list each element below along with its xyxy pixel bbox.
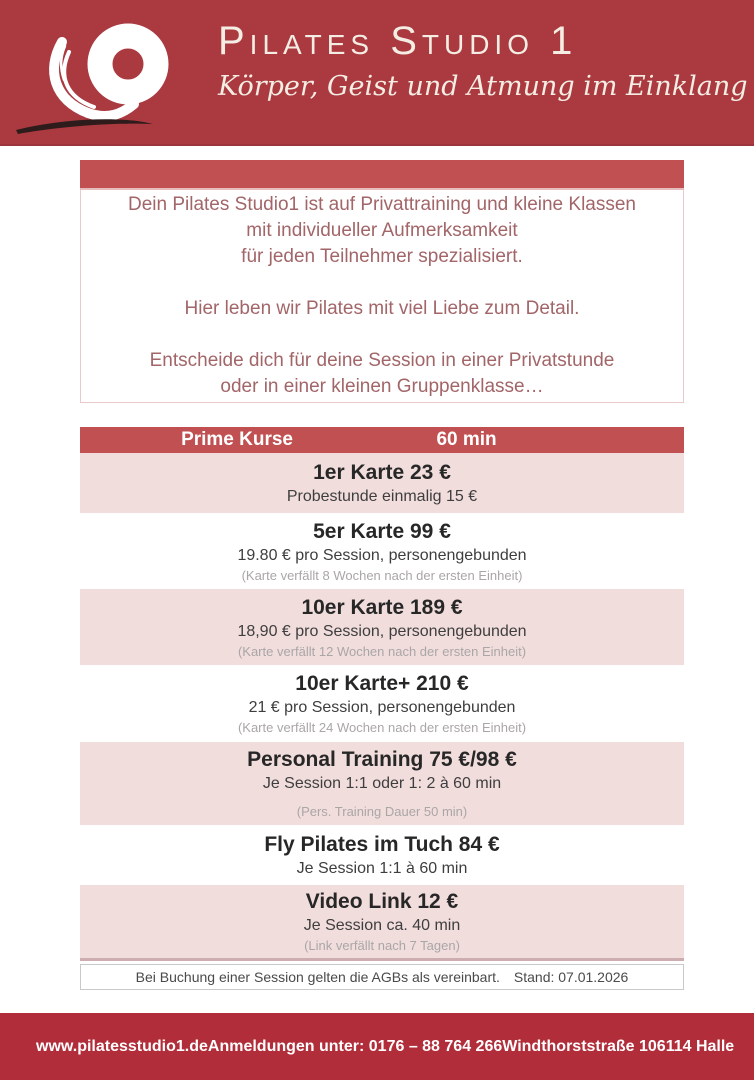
intro-paragraph bbox=[185, 296, 580, 322]
price-title: Video Link 12 € bbox=[305, 890, 459, 913]
brand-block bbox=[218, 12, 748, 104]
price-subtext: 19.80 € pro Session, personengebunden bbox=[237, 546, 527, 564]
price-row-video-link bbox=[80, 885, 684, 958]
intro-paragraph bbox=[128, 192, 636, 270]
intro-paragraph bbox=[150, 348, 615, 400]
agb-note-row bbox=[80, 964, 684, 990]
price-row-10er-karte bbox=[80, 589, 684, 665]
price-title: Personal Training 75 €/98 € bbox=[247, 748, 517, 771]
header-banner bbox=[0, 0, 754, 146]
intro-line: für jeden Teilnehmer spezialisiert. bbox=[241, 246, 523, 267]
price-row-fly-pilates bbox=[80, 825, 684, 885]
price-title: 10er Karte+ 210 € bbox=[295, 672, 469, 695]
price-subtext: Je Session 1:1 oder 1: 2 à 60 min bbox=[262, 775, 502, 792]
price-note: (Link verfällt nach 7 Tagen) bbox=[304, 938, 460, 953]
intro-line: mit individueller Aufmerksamkeit bbox=[246, 220, 518, 241]
price-title: Fly Pilates im Tuch 84 € bbox=[264, 832, 500, 856]
intro-line: Entscheide dich für deine Session in einer Privatstunde bbox=[149, 350, 615, 371]
price-title: 5er Karte 99 € bbox=[313, 519, 451, 543]
price-note: (Karte verfällt 8 Wochen nach der ersten Einheit) bbox=[241, 567, 523, 583]
intro-card-top-bar bbox=[80, 160, 684, 190]
agb-note-text: Bei Buchung einer Session gelten die AGBs als vereinbart. bbox=[135, 969, 500, 985]
studio-tagline: Körper, Geist und Atmung im Einklang bbox=[218, 71, 748, 102]
price-note: (Karte verfällt 12 Wochen nach der ersten Einheit) bbox=[237, 643, 527, 659]
price-title: 1er Karte 23 € bbox=[313, 460, 451, 484]
website-url: www.pilatesstudio1.de bbox=[36, 1037, 208, 1055]
intro-line: oder in einer kleinen Gruppenklasse… bbox=[220, 376, 544, 397]
intro-line: Dein Pilates Studio1 ist auf Privattraining und kleine Klassen bbox=[127, 194, 636, 215]
price-row-5er-karte bbox=[80, 513, 684, 589]
price-title: 10er Karte 189 € bbox=[301, 595, 463, 619]
contact-footer-bar bbox=[0, 1013, 754, 1080]
intro-text-block bbox=[80, 190, 684, 403]
price-row-10er-karte-plus bbox=[80, 665, 684, 742]
course-column-label: Prime Kurse bbox=[181, 429, 294, 450]
street-address: Windthorststraße 1 bbox=[502, 1037, 648, 1055]
studio-title: Pilates Studio 1 bbox=[218, 19, 578, 63]
city-address: 06114 Halle bbox=[647, 1037, 735, 1055]
agb-stand-date: Stand: 07.01.2026 bbox=[513, 969, 629, 985]
price-subtext: Je Session 1:1 à 60 min bbox=[296, 859, 468, 877]
price-subtext: 21 € pro Session, personengebunden bbox=[248, 699, 516, 716]
price-table bbox=[80, 427, 684, 961]
price-row-personal-training bbox=[80, 742, 684, 825]
price-subtext: 18,90 € pro Session, personengebunden bbox=[237, 622, 527, 640]
phone-contact: Anmeldungen unter: 0176 – 88 764 266 bbox=[207, 1037, 503, 1055]
price-subtext: Je Session ca. 40 min bbox=[303, 917, 461, 934]
intro-line: Hier leben wir Pilates mit viel Liebe zum Detail. bbox=[184, 298, 580, 319]
price-subtext: Probestunde einmalig 15 € bbox=[286, 487, 478, 505]
price-note: (Pers. Training Dauer 50 min) bbox=[296, 804, 468, 819]
brush-swoosh bbox=[16, 119, 153, 134]
duration-column-label: 60 min bbox=[436, 429, 497, 450]
price-table-header bbox=[80, 427, 684, 453]
price-row-1er-karte bbox=[80, 453, 684, 513]
intro-card bbox=[80, 160, 684, 403]
price-note: (Karte verfällt 24 Wochen nach der ersten Einheit) bbox=[237, 720, 527, 735]
studio-spiral-logo bbox=[8, 2, 208, 142]
